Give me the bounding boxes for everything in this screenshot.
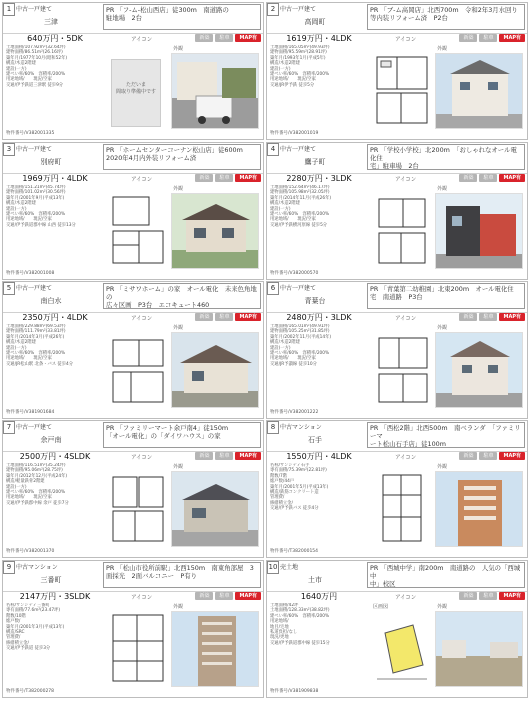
card-header bbox=[3, 3, 263, 33]
new-tag: 新築 bbox=[195, 34, 213, 42]
new-tag: 新築 bbox=[195, 313, 213, 321]
price-bar bbox=[3, 591, 263, 602]
tag-group bbox=[195, 174, 261, 182]
floorplan-icon bbox=[373, 53, 431, 127]
land-photo-icon bbox=[436, 612, 523, 687]
reference-number: 物件番号/V381909838 bbox=[270, 689, 319, 694]
property-type: 中古マンション bbox=[16, 564, 58, 571]
new-tag: 新築 bbox=[195, 592, 213, 600]
map-tag[interactable]: MAP有 bbox=[499, 452, 525, 460]
property-area: 青葉台 bbox=[304, 297, 326, 305]
listing-card[interactable] bbox=[2, 560, 264, 698]
reference-number: 物件番号/V382000570 bbox=[270, 271, 319, 276]
listing-number: 7 bbox=[3, 421, 15, 434]
exterior-label: 外観 bbox=[437, 464, 448, 470]
pr-text: PR 「学校小学校」北200m 「おしゃれなオール電化住 宅」駐車場 2台 bbox=[367, 144, 525, 170]
new-tag: 新築 bbox=[195, 174, 213, 182]
listing-number: 2 bbox=[267, 3, 279, 16]
price-bar bbox=[267, 173, 527, 184]
listing-number: 6 bbox=[267, 282, 279, 295]
property-area: 土市 bbox=[308, 576, 322, 584]
exterior-photo[interactable] bbox=[171, 53, 259, 129]
parking-tag: 駐車 bbox=[215, 452, 233, 460]
tag-group bbox=[195, 34, 261, 42]
reference-number: 物件番号/V382001335 bbox=[6, 131, 55, 136]
reference-number: 物件番号/V382001222 bbox=[270, 410, 319, 415]
floorplan[interactable] bbox=[373, 193, 431, 267]
lot-plan[interactable] bbox=[373, 611, 431, 685]
map-tag[interactable]: MAP有 bbox=[235, 313, 261, 321]
card-header bbox=[267, 421, 527, 451]
new-tag: 新築 bbox=[195, 452, 213, 460]
spec-list: 土地面積/116.51m²(35.24坪) 建物面積/95.06m²(28.75坪) 築年月/2012年12月(平成24年) 構造/軽量鉄骨2階建 建設(一方) 建ぺい率/60% 容積率/200% 用途地域/ 現況/空家 交通/伊予鉄郡中線 余戸 徒歩7分 bbox=[6, 463, 69, 506]
property-type: 中古一戸建て bbox=[16, 6, 53, 13]
price-bar bbox=[267, 591, 527, 602]
listing-number: 4 bbox=[267, 143, 279, 156]
house-photo-icon bbox=[436, 194, 523, 269]
map-tag[interactable]: MAP有 bbox=[499, 592, 525, 600]
house-photo-icon bbox=[172, 194, 259, 269]
parking-tag: 駐車 bbox=[215, 34, 233, 42]
exterior-photo[interactable] bbox=[435, 332, 523, 408]
spec-list: 名称/サンシティ石手 専有面積/75.39m²(22.81坪) 階数/7階 総戸数/44戸 築年月/2001年5月(平成13年) 構造/鉄筋コンクリート造 管理費/ 修繕積立金/ 交通/伊予鉄バス 徒歩4分 bbox=[270, 463, 329, 512]
listing-card[interactable] bbox=[266, 2, 528, 140]
exterior-label: 外観 bbox=[173, 186, 184, 192]
spec-list: 土地面積/165.05m²(49.93坪) 建物面積/95.59m²(28.91坪) 築年月/1993年1月(平成5年) 構造/木造2階建 建設(一方) 建ぺい率/60% 容積率/200% 用途地域/ 現況/空家 交通/JR伊予鉄 徒歩5分 bbox=[270, 45, 330, 88]
parking-tag: 駐車 bbox=[479, 452, 497, 460]
icon-label: アイコン bbox=[395, 316, 417, 322]
price: 1640万円 bbox=[300, 592, 338, 601]
tag-group bbox=[195, 592, 261, 600]
property-type: 中古一戸建て bbox=[16, 424, 53, 431]
icon-label: アイコン bbox=[131, 177, 153, 183]
reference-number: 物件番号/T382000154 bbox=[270, 549, 319, 554]
floorplan[interactable] bbox=[109, 471, 167, 545]
reference-number: 物件番号/V382001008 bbox=[6, 271, 55, 276]
spec-list: 土地面積/165.01m²(49.91坪) 建物面積/105.25m²(31.85坪) 築年月/2002年11月(平成14年) 構造/木造2階建 建設(一方) 建ぺい率/60% 容積率/200% 用途地域/ 現況/空家 交通/JR予讃線 徒歩10分 bbox=[270, 324, 332, 367]
pr-text: PR 「ホームセンターコーナン松山店」徒600m 2020年4月内外装リフォーム済 bbox=[103, 144, 261, 170]
house-photo-icon bbox=[172, 54, 259, 129]
parking-tag: 駐車 bbox=[479, 34, 497, 42]
spec-list: 土地面積/229.88m²(69.53坪) 建物面積/111.79m²(33.81坪) 築年月/2014年3月(平成26年) 構造/木造2階建 建設(一方) 建ぺい率/60% 容積率/200% 用途地域/ 現況/空家 交通/JR松山駅 北条・バス 徒歩4分 bbox=[6, 324, 74, 367]
property-area: 三番町 bbox=[40, 576, 62, 584]
listing-number: 9 bbox=[3, 561, 15, 574]
property-type: 中古マンション bbox=[280, 424, 322, 431]
exterior-label: 外観 bbox=[173, 464, 184, 470]
price-bar bbox=[267, 312, 527, 323]
price: 2280万円・3LDK bbox=[286, 174, 352, 183]
listing-card[interactable] bbox=[2, 281, 264, 419]
tag-group bbox=[195, 452, 261, 460]
property-type: 中古一戸建て bbox=[16, 146, 53, 153]
property-area: 別府町 bbox=[40, 158, 62, 166]
property-area: 余戸南 bbox=[40, 436, 62, 444]
pr-text: PR 「松山市役所前駅」北西150m 南東角部屋 3 面採光 2面バルコニー P有り bbox=[103, 562, 261, 588]
tag-group bbox=[459, 313, 525, 321]
property-type: 中古一戸建て bbox=[280, 285, 317, 292]
reference-number: 物件番号/T382000278 bbox=[6, 689, 55, 694]
exterior-photo[interactable] bbox=[435, 53, 523, 129]
spec-list: 土地面積/107.92m²(32.64坪) 建物面積/86.51m²(26.16坪) 築年月/1977年10月(昭和52年) 構造/木造2階建 建設(一方) 建ぺい率/60% 容積率/200% 用途地域/ 現況/空家 交通/伊予鉄道三津駅 徒歩9分 bbox=[6, 45, 68, 88]
map-tag[interactable]: MAP有 bbox=[235, 174, 261, 182]
pr-text: PR 「ミサワホーム」の家 オール電化 未来色角地の 広々区画 P3台 エコキュート460 bbox=[103, 283, 261, 309]
price: 1550万円・4LDK bbox=[286, 452, 352, 461]
floorplan-icon bbox=[109, 611, 167, 685]
tag-group bbox=[459, 174, 525, 182]
card-header bbox=[3, 561, 263, 591]
reference-number: 物件番号/V382001370 bbox=[6, 549, 55, 554]
property-type: 中古一戸建て bbox=[16, 285, 53, 292]
map-tag[interactable]: MAP有 bbox=[235, 452, 261, 460]
exterior-photo[interactable] bbox=[171, 193, 259, 269]
listing-card[interactable] bbox=[266, 142, 528, 280]
building-photo-icon bbox=[436, 472, 523, 547]
icon-label: アイコン bbox=[131, 455, 153, 461]
tag-group bbox=[195, 313, 261, 321]
property-type: 中古一戸建て bbox=[280, 146, 317, 153]
floorplan[interactable] bbox=[373, 332, 431, 406]
exterior-photo[interactable] bbox=[171, 471, 259, 547]
price: 640万円・5DK bbox=[27, 34, 83, 43]
parking-tag: 駐車 bbox=[479, 174, 497, 182]
listing-number: 1 bbox=[3, 3, 15, 16]
card-header bbox=[267, 282, 527, 312]
exterior-label: 外観 bbox=[173, 325, 184, 331]
map-tag[interactable]: MAP有 bbox=[235, 34, 261, 42]
listing-number: 10 bbox=[267, 561, 279, 574]
icon-label: アイコン bbox=[395, 177, 417, 183]
tag-group bbox=[459, 34, 525, 42]
new-tag: 新築 bbox=[459, 452, 477, 460]
price: 2350万円・4LDK bbox=[22, 313, 88, 322]
card-header bbox=[3, 421, 263, 451]
tag-group bbox=[459, 592, 525, 600]
exterior-photo[interactable] bbox=[171, 611, 259, 687]
exterior-label: 外観 bbox=[173, 46, 184, 52]
property-area: 石手 bbox=[308, 436, 322, 444]
listing-number: 3 bbox=[3, 143, 15, 156]
pr-text: PR 「フ-ム-松山西店」徒300m 南道路の 駐地場 2台 bbox=[103, 4, 261, 30]
exterior-photo[interactable] bbox=[171, 332, 259, 408]
pr-text: PR 「ファミリーマート余戸南4」徒150m 「オール電化」の「ダイワハウス」の家 bbox=[103, 422, 261, 448]
lot-plan-icon bbox=[373, 611, 431, 685]
card-header bbox=[267, 143, 527, 173]
listing-card[interactable] bbox=[2, 420, 264, 558]
price-bar bbox=[267, 33, 527, 44]
price-bar bbox=[3, 33, 263, 44]
listing-card[interactable] bbox=[266, 420, 528, 558]
property-area: 鷹子町 bbox=[304, 158, 326, 166]
parking-tag: 駐車 bbox=[479, 313, 497, 321]
card-header bbox=[3, 143, 263, 173]
floorplan[interactable] bbox=[373, 53, 431, 127]
map-tag[interactable]: MAP有 bbox=[499, 313, 525, 321]
listing-card[interactable] bbox=[266, 281, 528, 419]
parking-tag: 駐車 bbox=[479, 592, 497, 600]
house-photo-icon bbox=[172, 472, 259, 547]
exterior-photo[interactable] bbox=[435, 471, 523, 547]
pr-text: PR 「西松2階」北西500m 南ベランダ 「ファミリーマ ート松山石手店」徒100m bbox=[367, 422, 525, 448]
lot-plan-label: 区画図 bbox=[373, 604, 389, 610]
spec-list: 土地面積/151.21m²(45.74坪) 建物面積/101.02m²(30.56坪) 築年月/2001年9月(平成13年) 構造/木造2階建 建設(一方) 建ぺい率/60% 容積率/200% 用途地域/ 現況/空家 交通/伊予鉄道郡中線 山西 徒歩13分 bbox=[6, 185, 76, 228]
price-bar bbox=[3, 173, 263, 184]
reference-number: 物件番号/V382001019 bbox=[270, 131, 319, 136]
icon-label: アイコン bbox=[395, 37, 417, 43]
floorplan[interactable] bbox=[373, 471, 431, 545]
floorplan-icon bbox=[109, 193, 167, 267]
price-bar bbox=[3, 312, 263, 323]
price: 2500万円・4SLDK bbox=[19, 452, 91, 461]
price: 2480万円・3LDK bbox=[286, 313, 352, 322]
floorplan-icon bbox=[109, 332, 167, 406]
exterior-label: 外観 bbox=[437, 604, 448, 610]
listing-number: 8 bbox=[267, 421, 279, 434]
floorplan[interactable] bbox=[109, 611, 167, 685]
reference-number: 物件番号/V381901684 bbox=[6, 410, 55, 415]
house-photo-icon bbox=[172, 333, 259, 408]
icon-label: アイコン bbox=[131, 316, 153, 322]
parking-tag: 駐車 bbox=[215, 592, 233, 600]
card-header bbox=[3, 282, 263, 312]
map-tag[interactable]: MAP有 bbox=[235, 592, 261, 600]
exterior-label: 外観 bbox=[437, 186, 448, 192]
floorplan-placeholder: ただいま 間取り準備中です bbox=[111, 59, 161, 127]
card-header bbox=[267, 3, 527, 33]
property-type: 中古一戸建て bbox=[280, 6, 317, 13]
card-header bbox=[267, 561, 527, 591]
property-area: 南白水 bbox=[40, 297, 62, 305]
listing-card[interactable] bbox=[2, 2, 264, 140]
spec-list: 名称/サンシティ三番町 専有面積/77.6m²(23.47坪) 階数/10階 総戸数/ 築年月/2001年3月(平成13年) 構造/SRC 管理費/ 修繕積立金/ 交通/伊予鉄道 徒歩3分 bbox=[6, 603, 65, 652]
floorplan-icon bbox=[373, 193, 431, 267]
exterior-photo[interactable] bbox=[435, 611, 523, 687]
new-tag: 新築 bbox=[459, 592, 477, 600]
new-tag: 新築 bbox=[459, 174, 477, 182]
icon-label: アイコン bbox=[131, 595, 153, 601]
listing-card[interactable] bbox=[2, 142, 264, 280]
new-tag: 新築 bbox=[459, 34, 477, 42]
building-photo-icon bbox=[172, 612, 259, 687]
new-tag: 新築 bbox=[459, 313, 477, 321]
spec-list: 土地面積/42坪 土地面積/128.33m²(38.82坪) 建ぺい率/60% 容積率/200% 用途地域/ 地目/宅地 私道負担/なし 現況/更地 交通/伊予鉄道郡中線 徒歩15分 bbox=[270, 603, 330, 646]
floorplan-icon bbox=[109, 471, 167, 545]
map-tag[interactable]: MAP有 bbox=[499, 34, 525, 42]
floorplan[interactable] bbox=[109, 332, 167, 406]
house-photo-icon bbox=[436, 333, 523, 408]
exterior-label: 外観 bbox=[437, 46, 448, 52]
floorplan-icon bbox=[373, 471, 431, 545]
price: 2147万円・3SLDK bbox=[19, 592, 91, 601]
icon-label: アイコン bbox=[131, 37, 153, 43]
tag-group bbox=[459, 452, 525, 460]
parking-tag: 駐車 bbox=[215, 174, 233, 182]
pr-text: PR 「西城中学」南200m 南道路の 人気の「西城中 中」校区 bbox=[367, 562, 525, 588]
pr-text: PR 「ブ-ム高岡店」北西700m 令和2年3月水回り 等内装リフォーム済 P2台 bbox=[367, 4, 525, 30]
listing-number: 5 bbox=[3, 282, 15, 295]
property-area: 高岡町 bbox=[304, 18, 326, 26]
house-photo-icon bbox=[436, 54, 523, 129]
spec-list: 土地面積/152.64m²(46.17坪) 建物面積/105.98m²(32.05坪) 築年月/2014年11月(平成26年) 構造/木造2階建 建設(一方) 建ぺい率/60% 容積率/200% 用途地域/ 現況/空家 交通/伊予鉄横河原線 徒歩5分 bbox=[270, 185, 332, 228]
parking-tag: 駐車 bbox=[215, 313, 233, 321]
floorplan[interactable] bbox=[109, 193, 167, 267]
price-bar bbox=[3, 451, 263, 462]
price: 1619万円・4LDK bbox=[286, 34, 352, 43]
floorplan-icon bbox=[373, 332, 431, 406]
exterior-label: 外観 bbox=[173, 604, 184, 610]
map-tag[interactable]: MAP有 bbox=[499, 174, 525, 182]
icon-label: アイコン bbox=[395, 595, 417, 601]
property-area: 三津 bbox=[44, 18, 58, 26]
pr-text: PR 「青葉第二幼稚園」北東200m オール電化住 宅 南道路 P3台 bbox=[367, 283, 525, 309]
exterior-photo[interactable] bbox=[435, 193, 523, 269]
listing-card[interactable] bbox=[266, 560, 528, 698]
icon-label: アイコン bbox=[395, 455, 417, 461]
property-type: 売土地 bbox=[280, 564, 299, 571]
price-bar bbox=[267, 451, 527, 462]
price: 1969万円・4LDK bbox=[22, 174, 88, 183]
exterior-label: 外観 bbox=[437, 325, 448, 331]
